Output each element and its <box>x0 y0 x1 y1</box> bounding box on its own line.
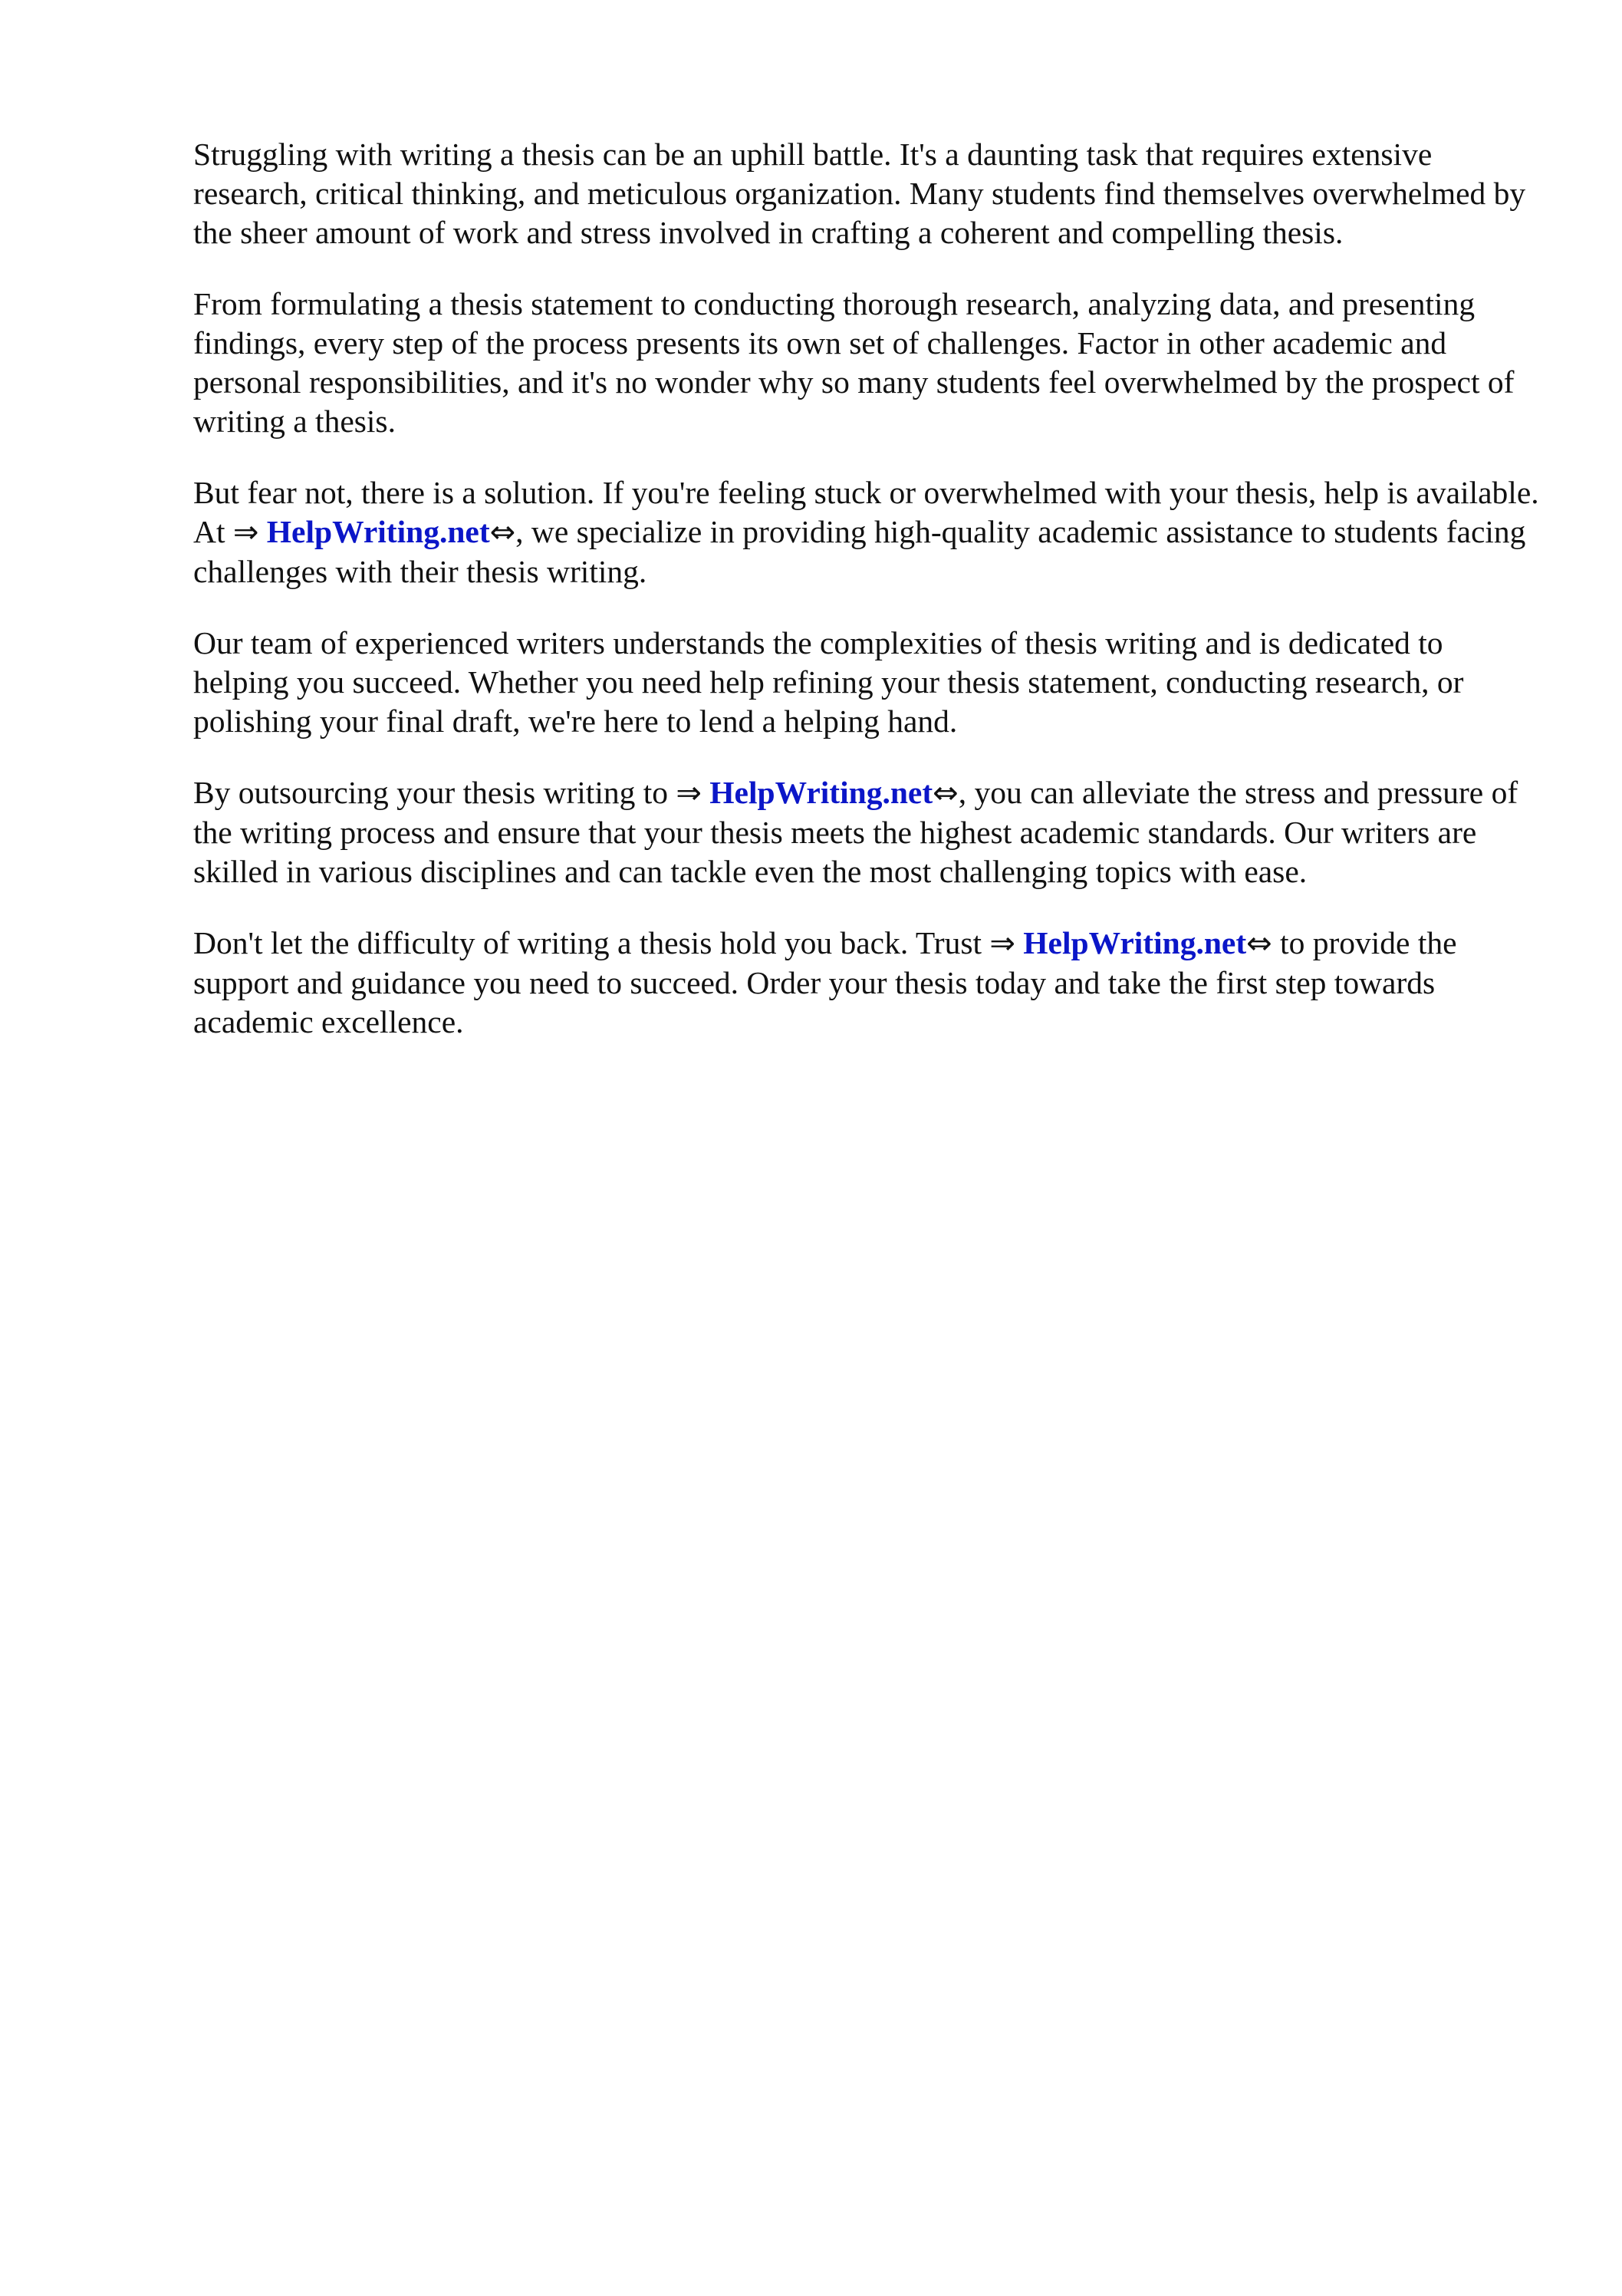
paragraph-text: Our team of experienced writers understands the complexities of thesis writing and is dedicated to helping you succeed. Whether you need help refining your thesis statement, conducting research, or polishing your final draft, we're here to lend a helping hand. <box>193 625 1464 739</box>
helpwriting-link[interactable]: HelpWriting.net <box>709 775 933 810</box>
paragraph-text-before: By outsourcing your thesis writing to <box>193 775 676 810</box>
paragraph-intro <box>193 135 1543 252</box>
paragraph-outsourcing <box>193 773 1543 891</box>
paragraph-team <box>193 624 1543 741</box>
left-right-arrow-icon: ⇔ <box>1246 926 1272 961</box>
right-arrow-icon: ⇒ <box>232 515 259 550</box>
document-body <box>193 135 1543 1074</box>
paragraph-challenges <box>193 285 1543 441</box>
paragraph-text-after: , you can alleviate the stress and pressure of the writing process and ensure that your thesis meets the highest academic standards. Our writers are skilled in various disciplines and can tackle even the most challenging topics with ease. <box>193 775 1518 889</box>
helpwriting-link[interactable]: HelpWriting.net <box>1023 925 1247 960</box>
paragraph-text-before: But fear not, there is a solution. If you're feeling stuck or overwhelmed with your thesis, help is available. At <box>193 475 1539 549</box>
paragraph-solution <box>193 473 1543 591</box>
left-right-arrow-icon: ⇔ <box>489 515 516 550</box>
left-right-arrow-icon: ⇔ <box>933 776 959 811</box>
paragraph-text-after: , we specialize in providing high-quality academic assistance to students facing challenges with their thesis writing. <box>193 514 1526 589</box>
right-arrow-icon: ⇒ <box>676 776 702 811</box>
paragraph-closing <box>193 924 1543 1042</box>
helpwriting-link[interactable]: HelpWriting.net <box>266 514 490 549</box>
paragraph-text-before: Don't let the difficulty of writing a thesis hold you back. Trust <box>193 925 990 960</box>
paragraph-text-after: to provide the support and guidance you need to succeed. Order your thesis today and take the first step towards academic excellence. <box>193 925 1457 1039</box>
right-arrow-icon: ⇒ <box>989 926 1015 961</box>
paragraph-text: Struggling with writing a thesis can be an uphill battle. It's a daunting task that requires extensive research, critical thinking, and meticulous organization. Many students find themselves overwhelmed by the sheer amount of work and stress involved in crafting a coherent and compelling thesis. <box>193 137 1526 250</box>
paragraph-text: From formulating a thesis statement to conducting thorough research, analyzing data, and presenting findings, every step of the process presents its own set of challenges. Factor in other academic and personal responsibilities, and it's no wonder why so many students feel overwhelmed by the prospect of writing a thesis. <box>193 286 1515 439</box>
